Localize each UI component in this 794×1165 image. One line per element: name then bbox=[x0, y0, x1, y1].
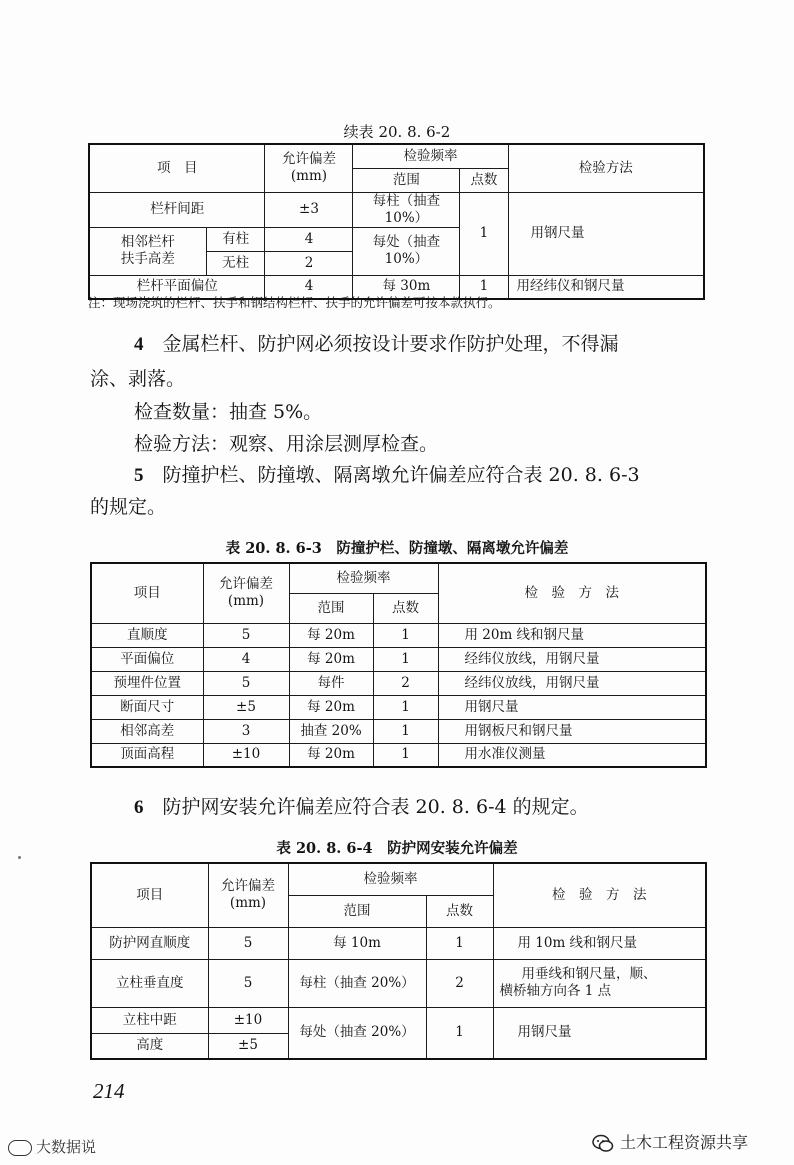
t3-r34-points: 1 bbox=[426, 1007, 493, 1059]
t1-r2-group: 相邻栏杆 扶手高差 bbox=[89, 227, 206, 275]
para4-line2: 涂、剥落。 bbox=[90, 368, 186, 390]
t2-r0-points: 1 bbox=[373, 623, 438, 647]
t2-r2-range: 每件 bbox=[289, 671, 373, 695]
para5-line1: 5 防撞护栏、防撞墩、隔离墩允许偏差应符合表 20. 8. 6-3 bbox=[134, 464, 640, 486]
watermark-left: 大数据说 bbox=[8, 1136, 96, 1157]
t3-r4-tol: ±5 bbox=[208, 1033, 288, 1059]
t1-r3-tol: 4 bbox=[265, 275, 353, 299]
t3-r34-range: 每处（抽查 20%） bbox=[288, 1007, 426, 1059]
t2-r2-item: 预埋件位置 bbox=[91, 671, 203, 695]
table-row bbox=[91, 695, 706, 719]
t3-r34-method: 用钢尺量 bbox=[493, 1007, 706, 1059]
t1-r3-method: 用经纬仪和钢尺量 bbox=[508, 275, 704, 299]
t3-r2-points: 2 bbox=[426, 959, 493, 1007]
t3-header-tolerance: 允许偏差 (mm) bbox=[208, 863, 288, 927]
t1-r1-tol: ±3 bbox=[265, 192, 353, 227]
t1-header-frequency: 检验频率 bbox=[353, 144, 508, 168]
table1-caption: 续表 20. 8. 6-2 bbox=[343, 123, 451, 141]
t2-r0-method: 用 20m 线和钢尺量 bbox=[438, 623, 706, 647]
t2-header-tolerance: 允许偏差 (mm) bbox=[203, 563, 289, 623]
t2-header-range: 范围 bbox=[289, 593, 373, 623]
t1-r3-points: 1 bbox=[460, 275, 508, 299]
scan-speck bbox=[18, 856, 21, 859]
t2-r4-tol: 3 bbox=[203, 719, 289, 743]
t3-r2-item: 立柱垂直度 bbox=[91, 959, 208, 1007]
t2-r3-method: 用钢尺量 bbox=[438, 695, 706, 719]
t3-header-method: 检 验 方 法 bbox=[493, 863, 706, 927]
table3-caption: 表 20. 8. 6-4 防护网安装允许偏差 bbox=[276, 840, 518, 857]
table-row bbox=[91, 959, 706, 1007]
table1 bbox=[88, 143, 705, 300]
t2-header-frequency: 检验频率 bbox=[289, 563, 438, 593]
t3-r1-item: 防护网直顺度 bbox=[91, 927, 208, 959]
table-row bbox=[91, 623, 706, 647]
t1-header-tolerance: 允许偏差 (mm) bbox=[265, 144, 353, 192]
t2-r5-method: 用水准仪测量 bbox=[438, 743, 706, 767]
t1-r2-range: 每处（抽查 10%） bbox=[353, 227, 460, 275]
t2-r5-item: 顶面高程 bbox=[91, 743, 203, 767]
t3-r1-tol: 5 bbox=[208, 927, 288, 959]
table-row bbox=[91, 671, 706, 695]
t2-r4-item: 相邻高差 bbox=[91, 719, 203, 743]
t2-r5-points: 1 bbox=[373, 743, 438, 767]
wechat-icon bbox=[592, 1134, 614, 1154]
t3-r4-item: 高度 bbox=[91, 1033, 208, 1059]
t1-header-range: 范围 bbox=[353, 168, 460, 192]
t2-r5-range: 每 20m bbox=[289, 743, 373, 767]
t2-r1-tol: 4 bbox=[203, 647, 289, 671]
t2-r2-method: 经纬仪放线，用钢尺量 bbox=[438, 671, 706, 695]
t1-r2-sub2: 无柱 bbox=[206, 251, 265, 275]
t3-header-frequency: 检验频率 bbox=[288, 863, 493, 895]
t2-r2-tol: 5 bbox=[203, 671, 289, 695]
t3-r1-range: 每 10m bbox=[288, 927, 426, 959]
t2-r1-method: 经纬仪放线，用钢尺量 bbox=[438, 647, 706, 671]
para4-qty: 检查数量：抽查 5%。 bbox=[134, 401, 323, 423]
t2-r3-item: 断面尺寸 bbox=[91, 695, 203, 719]
t2-header-points: 点数 bbox=[373, 593, 438, 623]
t2-r1-points: 1 bbox=[373, 647, 438, 671]
t2-header-item: 项目 bbox=[91, 563, 203, 623]
t3-header-points: 点数 bbox=[426, 895, 493, 927]
t3-r3-tol: ±10 bbox=[208, 1007, 288, 1033]
t1-r1-item: 栏杆间距 bbox=[89, 192, 265, 227]
table2-caption: 表 20. 8. 6-3 防撞护栏、防撞墩、隔离墩允许偏差 bbox=[225, 540, 569, 557]
table-row bbox=[91, 743, 706, 767]
watermark-left-icon bbox=[8, 1140, 32, 1156]
table2 bbox=[90, 562, 707, 768]
t1-header-item: 项 目 bbox=[89, 144, 265, 192]
t2-r1-item: 平面偏位 bbox=[91, 647, 203, 671]
table-row bbox=[91, 927, 706, 959]
t2-r4-points: 1 bbox=[373, 719, 438, 743]
t1-shared-method: 用钢尺量 bbox=[508, 192, 704, 275]
t2-r4-method: 用钢板尺和钢尺量 bbox=[438, 719, 706, 743]
table-row bbox=[91, 719, 706, 743]
t1-header-method: 检验方法 bbox=[508, 144, 704, 192]
t2-r4-range: 抽查 20% bbox=[289, 719, 373, 743]
t2-header-method: 检 验 方 法 bbox=[438, 563, 706, 623]
t3-r2-method: 用垂线和钢尺量，顺、 横桥轴方向各 1 点 bbox=[493, 959, 706, 1007]
t3-r2-tol: 5 bbox=[208, 959, 288, 1007]
t2-r0-range: 每 20m bbox=[289, 623, 373, 647]
para5-line2: 的规定。 bbox=[90, 496, 167, 518]
t3-r3-item: 立柱中距 bbox=[91, 1007, 208, 1033]
t2-r0-tol: 5 bbox=[203, 623, 289, 647]
t3-r1-method: 用 10m 线和钢尺量 bbox=[493, 927, 706, 959]
para4-line1: 4 金属栏杆、防护网必须按设计要求作防护处理，不得漏 bbox=[134, 333, 619, 355]
table-row bbox=[91, 1007, 706, 1033]
t1-r2-tol2: 2 bbox=[265, 251, 353, 275]
t3-header-range: 范围 bbox=[288, 895, 426, 927]
t2-r3-range: 每 20m bbox=[289, 695, 373, 719]
watermark-right: 土木工程资源共享 bbox=[592, 1130, 748, 1154]
table3 bbox=[90, 862, 707, 1060]
t2-r1-range: 每 20m bbox=[289, 647, 373, 671]
t1-r2-tol1: 4 bbox=[265, 227, 353, 251]
para4-method: 检验方法：观察、用涂层测厚检查。 bbox=[134, 433, 439, 455]
para6-line1: 6 防护网安装允许偏差应符合表 20. 8. 6-4 的规定。 bbox=[134, 796, 589, 818]
t3-header-item: 项目 bbox=[91, 863, 208, 927]
t2-r5-tol: ±10 bbox=[203, 743, 289, 767]
t3-r1-points: 1 bbox=[426, 927, 493, 959]
t1-r2-sub1: 有柱 bbox=[206, 227, 265, 251]
table-row bbox=[91, 647, 706, 671]
t1-header-points: 点数 bbox=[460, 168, 508, 192]
t1-r3-range: 每 30m bbox=[353, 275, 460, 299]
t1-r1-range: 每柱（抽查 10%） bbox=[353, 192, 460, 227]
page-number: 214 bbox=[93, 1079, 125, 1103]
t3-r2-range: 每柱（抽查 20%） bbox=[288, 959, 426, 1007]
t1-shared-points: 1 bbox=[460, 192, 508, 275]
t2-r2-points: 2 bbox=[373, 671, 438, 695]
t2-r3-tol: ±5 bbox=[203, 695, 289, 719]
table1-note: 注：现场浇筑的栏杆、扶手和钢结构栏杆、扶手的允许偏差可按本款执行。 bbox=[88, 295, 501, 310]
t1-r3-item: 栏杆平面偏位 bbox=[89, 275, 265, 299]
t2-r0-item: 直顺度 bbox=[91, 623, 203, 647]
t2-r3-points: 1 bbox=[373, 695, 438, 719]
